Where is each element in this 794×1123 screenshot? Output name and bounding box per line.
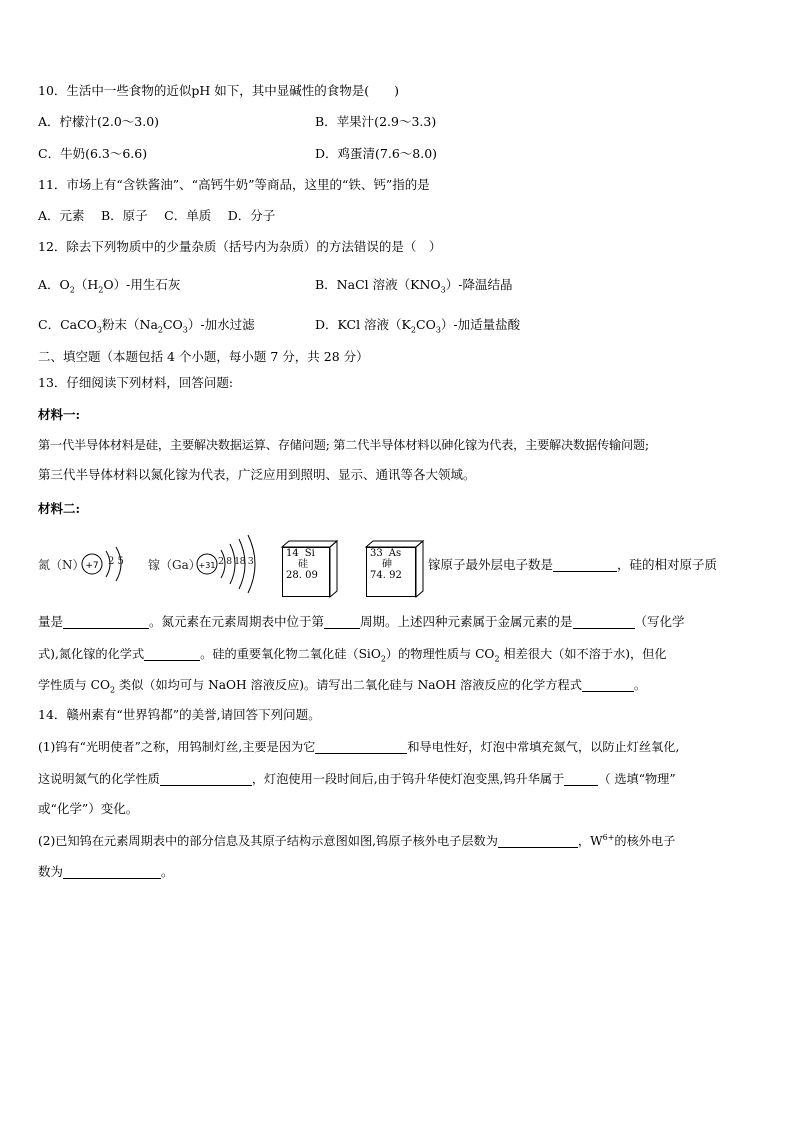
answer-blank[interactable] xyxy=(63,614,149,629)
material-1-line-1: 第一代半导体材料是硅，主要解决数据运算、存储问题; 第二代半导体材料以砷化镓为代表，主要解决数据传输问题; xyxy=(38,438,649,452)
q12-option-c: C．CaCO$_3$粉末$(Na_2CO_3)-$加水过滤 xyxy=(38,317,255,335)
arsenic-symbol: As xyxy=(388,548,402,559)
answer-blank[interactable] xyxy=(63,864,161,879)
q12-option-b: B．NaCl 溶液$(KNO_3)-$降温结晶 xyxy=(315,277,513,295)
q10-option-d: D．鸡蛋清(7.6～8.0) xyxy=(315,146,438,161)
q11-options: A．元素 B．原子 C．单质 D．分子 xyxy=(38,208,276,223)
material-2-title: 材料二: xyxy=(38,501,81,516)
silicon-symbol: Si xyxy=(304,548,315,559)
nitrogen-nucleus-charge: +7 xyxy=(85,561,99,571)
q12-option-d: D．KCl 溶液$(K_2CO_3)-$加适量盐酸 xyxy=(315,317,521,335)
gallium-shell-electrons: 2 8 18 3 xyxy=(218,556,254,567)
q14-part1-line1: (1)钨有“光明使者”之称，用钨制灯丝,主要是因为它 和导电性好，灯泡中常填充氮气，以防止灯丝氧化, xyxy=(38,740,680,754)
gallium-nucleus-charge: +31 xyxy=(198,561,216,570)
q11-stem: 11．市场上有“含铁酱油”、“高钙牛奶”等商品，这里的“铁、钙”指的是 xyxy=(38,177,430,192)
q12-option-a: A．$O_2(H_2O)-$用生石灰 xyxy=(38,277,181,295)
silicon-atomic-mass: 28. 09 xyxy=(286,570,318,581)
answer-blank[interactable] xyxy=(160,771,252,786)
answer-blank[interactable] xyxy=(315,739,407,754)
gallium-label: 镓（Ga） xyxy=(148,558,201,572)
nitrogen-shell-electrons: 2 5 xyxy=(108,556,124,567)
q12-stem: 12．除去下列物质中的少量杂质（括号内为杂质）的方法错误的是（ ） xyxy=(38,239,442,254)
material-1-title: 材料一: xyxy=(38,407,81,422)
q13-line-a: 镓原子最外层电子数是 ，硅的相对原子质 xyxy=(428,557,718,572)
answer-blank[interactable] xyxy=(573,614,635,629)
q14-part2-line1: (2)已知钨在元素周期表中的部分信息及其原子结构示意图如图,钨原子核外电子层数为 ，$W^{6+}$的核外电子 xyxy=(38,832,676,848)
answer-blank[interactable] xyxy=(582,677,634,692)
silicon-name: 硅 xyxy=(298,559,308,570)
answer-blank[interactable] xyxy=(498,833,578,848)
answer-blank[interactable] xyxy=(553,557,617,572)
arsenic-atomic-number: 33 xyxy=(370,548,383,559)
silicon-element-box xyxy=(282,547,330,597)
arsenic-atomic-mass: 74. 92 xyxy=(370,570,402,581)
q13-line-c: 式),氮化镓的化学式 。硅的重要氧化物二氧化硅（SiO$_2$）的物理性质与 $CO_2$ 相差很大（如不溶于水)，但化 xyxy=(38,647,667,664)
q10-option-b: B．苹果汁(2.9～3.3) xyxy=(315,114,437,129)
q10-stem: 10．生活中一些食物的近似pH 如下，其中显碱性的食物是( ) xyxy=(38,83,400,98)
section-heading: 二、填空题（本题包括 4 个小题，每小题 7 分，共 28 分） xyxy=(38,349,369,364)
material-1-line-2: 第三代半导体材料以氮化镓为代表，广泛应用到照明、显示、通讯等各大领域。 xyxy=(38,467,476,482)
answer-blank[interactable] xyxy=(324,614,360,629)
q10-option-a: A．柠檬汁(2.0～3.0) xyxy=(38,114,160,129)
arsenic-element-box xyxy=(366,547,416,597)
q14-part2-line2: 数为 。 xyxy=(38,864,174,879)
q13-line-d: 学性质与 $CO_2$ 类似（如均可与 NaOH 溶液反应)。请写出二氧化硅与 NaOH 溶液反应的化学方程式 。 xyxy=(38,678,647,695)
q14-stem: 14．赣州素有“世界钨都”的美誉,请回答下列问题。 xyxy=(38,707,321,722)
q14-part1-line3: 或“化学”）变化。 xyxy=(38,801,139,816)
q13-line-b: 量是 。氮元素在元素周期表中位于第 周期。上述四种元素属于金属元素的是 （写化学 xyxy=(38,614,685,629)
answer-blank[interactable] xyxy=(564,771,598,786)
silicon-atomic-number: 14 xyxy=(286,548,299,559)
q14-part1-line2: 这说明氮气的化学性质 ，灯泡使用一段时间后,由于钨升华使灯泡变黑,钨升华属于 （ 选填“物理” xyxy=(38,772,676,786)
nitrogen-label: 氮（N） xyxy=(38,558,85,572)
arsenic-name: 砷 xyxy=(382,559,392,570)
q13-stem: 13．仔细阅读下列材料，回答问题: xyxy=(38,375,234,390)
q10-option-c: C．牛奶(6.3～6.6) xyxy=(38,146,148,161)
answer-blank[interactable] xyxy=(144,646,200,661)
